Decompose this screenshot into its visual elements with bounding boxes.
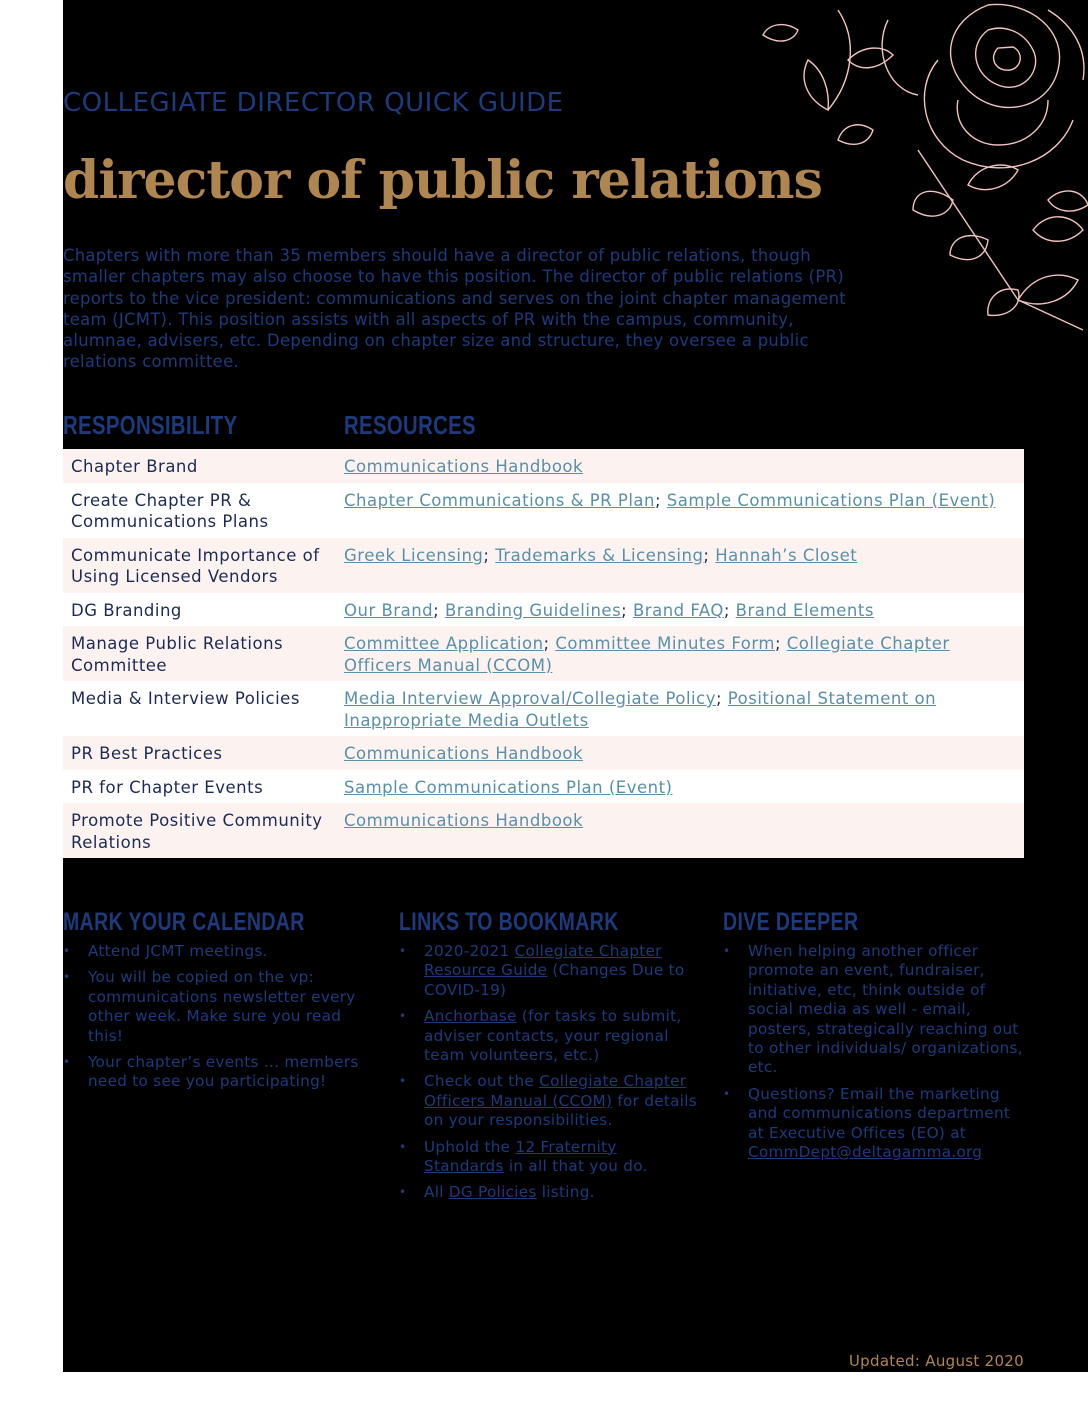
updated-date: Updated: August 2020 xyxy=(848,1352,1024,1370)
resources-cell: Our Brand; Branding Guidelines; Brand FAQ; Brand Elements xyxy=(344,600,874,620)
responsibility-cell: Create Chapter PR & Communications Plans xyxy=(71,490,269,531)
resource-link[interactable]: Greek Licensing xyxy=(344,545,484,565)
resources-cell: Chapter Communications & PR Plan; Sample Communications Plan (Event) xyxy=(344,490,996,510)
guide-eyebrow: COLLEGIATE DIRECTOR QUICK GUIDE xyxy=(63,88,564,118)
responsibility-cell: Promote Positive Community Relations xyxy=(71,811,323,852)
resource-link[interactable]: Positional Statement on Inappropriate Media Outlets xyxy=(344,689,937,730)
calendar-item: • Attend JCMT meetings. xyxy=(63,942,363,961)
resources-cell: Media Interview Approval/Collegiate Policy; Positional Statement on Inappropriate Media Outlets xyxy=(344,689,937,730)
dive-deeper-item: • Questions? Email the marketing and communications department at Executive Offices (EO) at CommDept@deltagamma.org xyxy=(723,1085,1023,1163)
resource-link[interactable]: Branding Guidelines xyxy=(444,600,622,620)
responsibility-table xyxy=(63,449,1024,858)
bookmark-item: • Anchorbase (for tasks to submit, adviser contacts, your regional team volunteers, etc.) xyxy=(399,1007,699,1065)
table-row xyxy=(63,483,1024,538)
resource-link[interactable]: Communications Handbook xyxy=(344,457,584,476)
resources-column-header: RESOURCES xyxy=(344,410,476,440)
bookmark-item: • Check out the Collegiate Chapter Officers Manual (CCOM) for details on your responsibilities. xyxy=(399,1072,699,1130)
email-link[interactable]: CommDept@deltagamma.org xyxy=(748,1143,983,1162)
responsibility-column-header: RESPONSIBILITY xyxy=(63,410,238,440)
responsibility-cell: PR Best Practices xyxy=(71,744,223,763)
resource-link[interactable]: Brand Elements xyxy=(735,600,874,620)
table-row xyxy=(63,770,1024,804)
calendar-heading: MARK YOUR CALENDAR xyxy=(63,908,305,936)
resource-guide-link[interactable]: Collegiate Chapter Resource Guide xyxy=(424,942,662,980)
resources-cell: Committee Application; Committee Minutes Form; Collegiate Chapter Officers Manual (CCOM) xyxy=(344,634,950,675)
dive-deeper-heading: DIVE DEEPER xyxy=(723,908,859,936)
calendar-list xyxy=(63,942,363,1092)
bookmark-item: • 2020-2021 Collegiate Chapter Resource Guide (Changes Due to COVID-19) xyxy=(399,942,699,1000)
bookmarks-heading: LINKS TO BOOKMARK xyxy=(399,908,619,936)
dive-deeper-item: • When helping another officer promote an event, fundraiser, initiative, etc, think outside of social media as well - email, posters, strategically reaching out to other individuals/ organizations, etc. xyxy=(723,942,1023,1078)
responsibility-cell: DG Branding xyxy=(71,600,182,620)
bookmark-item: • Uphold the 12 Fraternity Standards in all that you do. xyxy=(399,1138,699,1177)
links-to-bookmark-section xyxy=(399,908,699,1210)
resource-link[interactable]: Communications Handbook xyxy=(344,744,584,763)
resource-link[interactable]: Brand FAQ xyxy=(632,600,724,620)
dive-deeper-list xyxy=(723,942,1023,1162)
responsibility-cell: Communicate Importance of Using Licensed Vendors xyxy=(71,545,320,586)
bookmark-item: • All DG Policies listing. xyxy=(399,1183,699,1202)
resource-link[interactable]: Communications Handbook xyxy=(344,811,584,830)
resources-cell xyxy=(344,777,1016,799)
resource-link[interactable]: Chapter Communications & PR Plan xyxy=(344,490,655,510)
table-row xyxy=(63,626,1024,681)
table-row xyxy=(63,736,1024,770)
resources-cell: Greek Licensing; Trademarks & Licensing; Hannah’s Closet xyxy=(344,545,858,565)
dive-deeper-section xyxy=(723,908,1023,1169)
page-title: director of public relations xyxy=(63,150,822,211)
resource-link[interactable]: Media Interview Approval/Collegiate Policy xyxy=(344,689,716,708)
resource-link[interactable]: Hannah’s Closet xyxy=(715,545,858,565)
mark-your-calendar-section xyxy=(63,908,363,1099)
bookmarks-list xyxy=(399,942,699,1203)
resource-link[interactable]: Sample Communications Plan (Event) xyxy=(344,777,673,797)
responsibility-cell: Manage Public Relations Committee xyxy=(71,634,284,675)
resource-link[interactable]: Collegiate Chapter Officers Manual (CCOM) xyxy=(344,634,950,675)
resource-link[interactable]: Sample Communications Plan (Event) xyxy=(666,490,996,510)
table-row xyxy=(63,449,1024,483)
ccom-link[interactable]: Collegiate Chapter Officers Manual (CCOM) xyxy=(424,1072,687,1110)
resource-link[interactable]: Our Brand xyxy=(344,600,434,620)
calendar-item: • You will be copied on the vp: communications newsletter every other week. Make sure you read this! xyxy=(63,968,363,1046)
responsibility-cell: Chapter Brand xyxy=(71,457,198,476)
table-row xyxy=(63,681,1024,736)
dg-policies-link[interactable]: DG Policies xyxy=(448,1183,537,1202)
resource-link[interactable]: Committee Minutes Form xyxy=(555,634,775,653)
resource-link[interactable]: Trademarks & Licensing xyxy=(495,545,704,565)
resources-cell xyxy=(344,743,1016,765)
fraternity-standards-link[interactable]: 12 Fraternity Standards xyxy=(424,1137,617,1176)
anchorbase-link[interactable]: Anchorbase xyxy=(424,1007,517,1026)
intro-paragraph: Chapters with more than 35 members should have a director of public relations, though smaller chapters may also choose to have this position. The director of public relations (PR) reports to the vice president: communications and serves on the joint chapter management team (JCMT). This position assists with all aspects of PR with the campus, community, alumnae, advisers, etc. Depending on chapter size and structure, they oversee a public relations committee. xyxy=(63,246,846,372)
responsibility-cell: PR for Chapter Events xyxy=(71,777,264,797)
calendar-item: • Your chapter’s events ... members need to see you participating! xyxy=(63,1053,363,1092)
table-row xyxy=(63,803,1024,858)
resources-cell xyxy=(344,456,1016,478)
responsibility-cell: Media & Interview Policies xyxy=(71,689,300,708)
guide-page xyxy=(63,0,1088,1372)
resources-cell xyxy=(344,810,1016,853)
table-row xyxy=(63,538,1024,593)
table-row xyxy=(63,593,1024,627)
resource-link[interactable]: Committee Application xyxy=(344,634,544,653)
